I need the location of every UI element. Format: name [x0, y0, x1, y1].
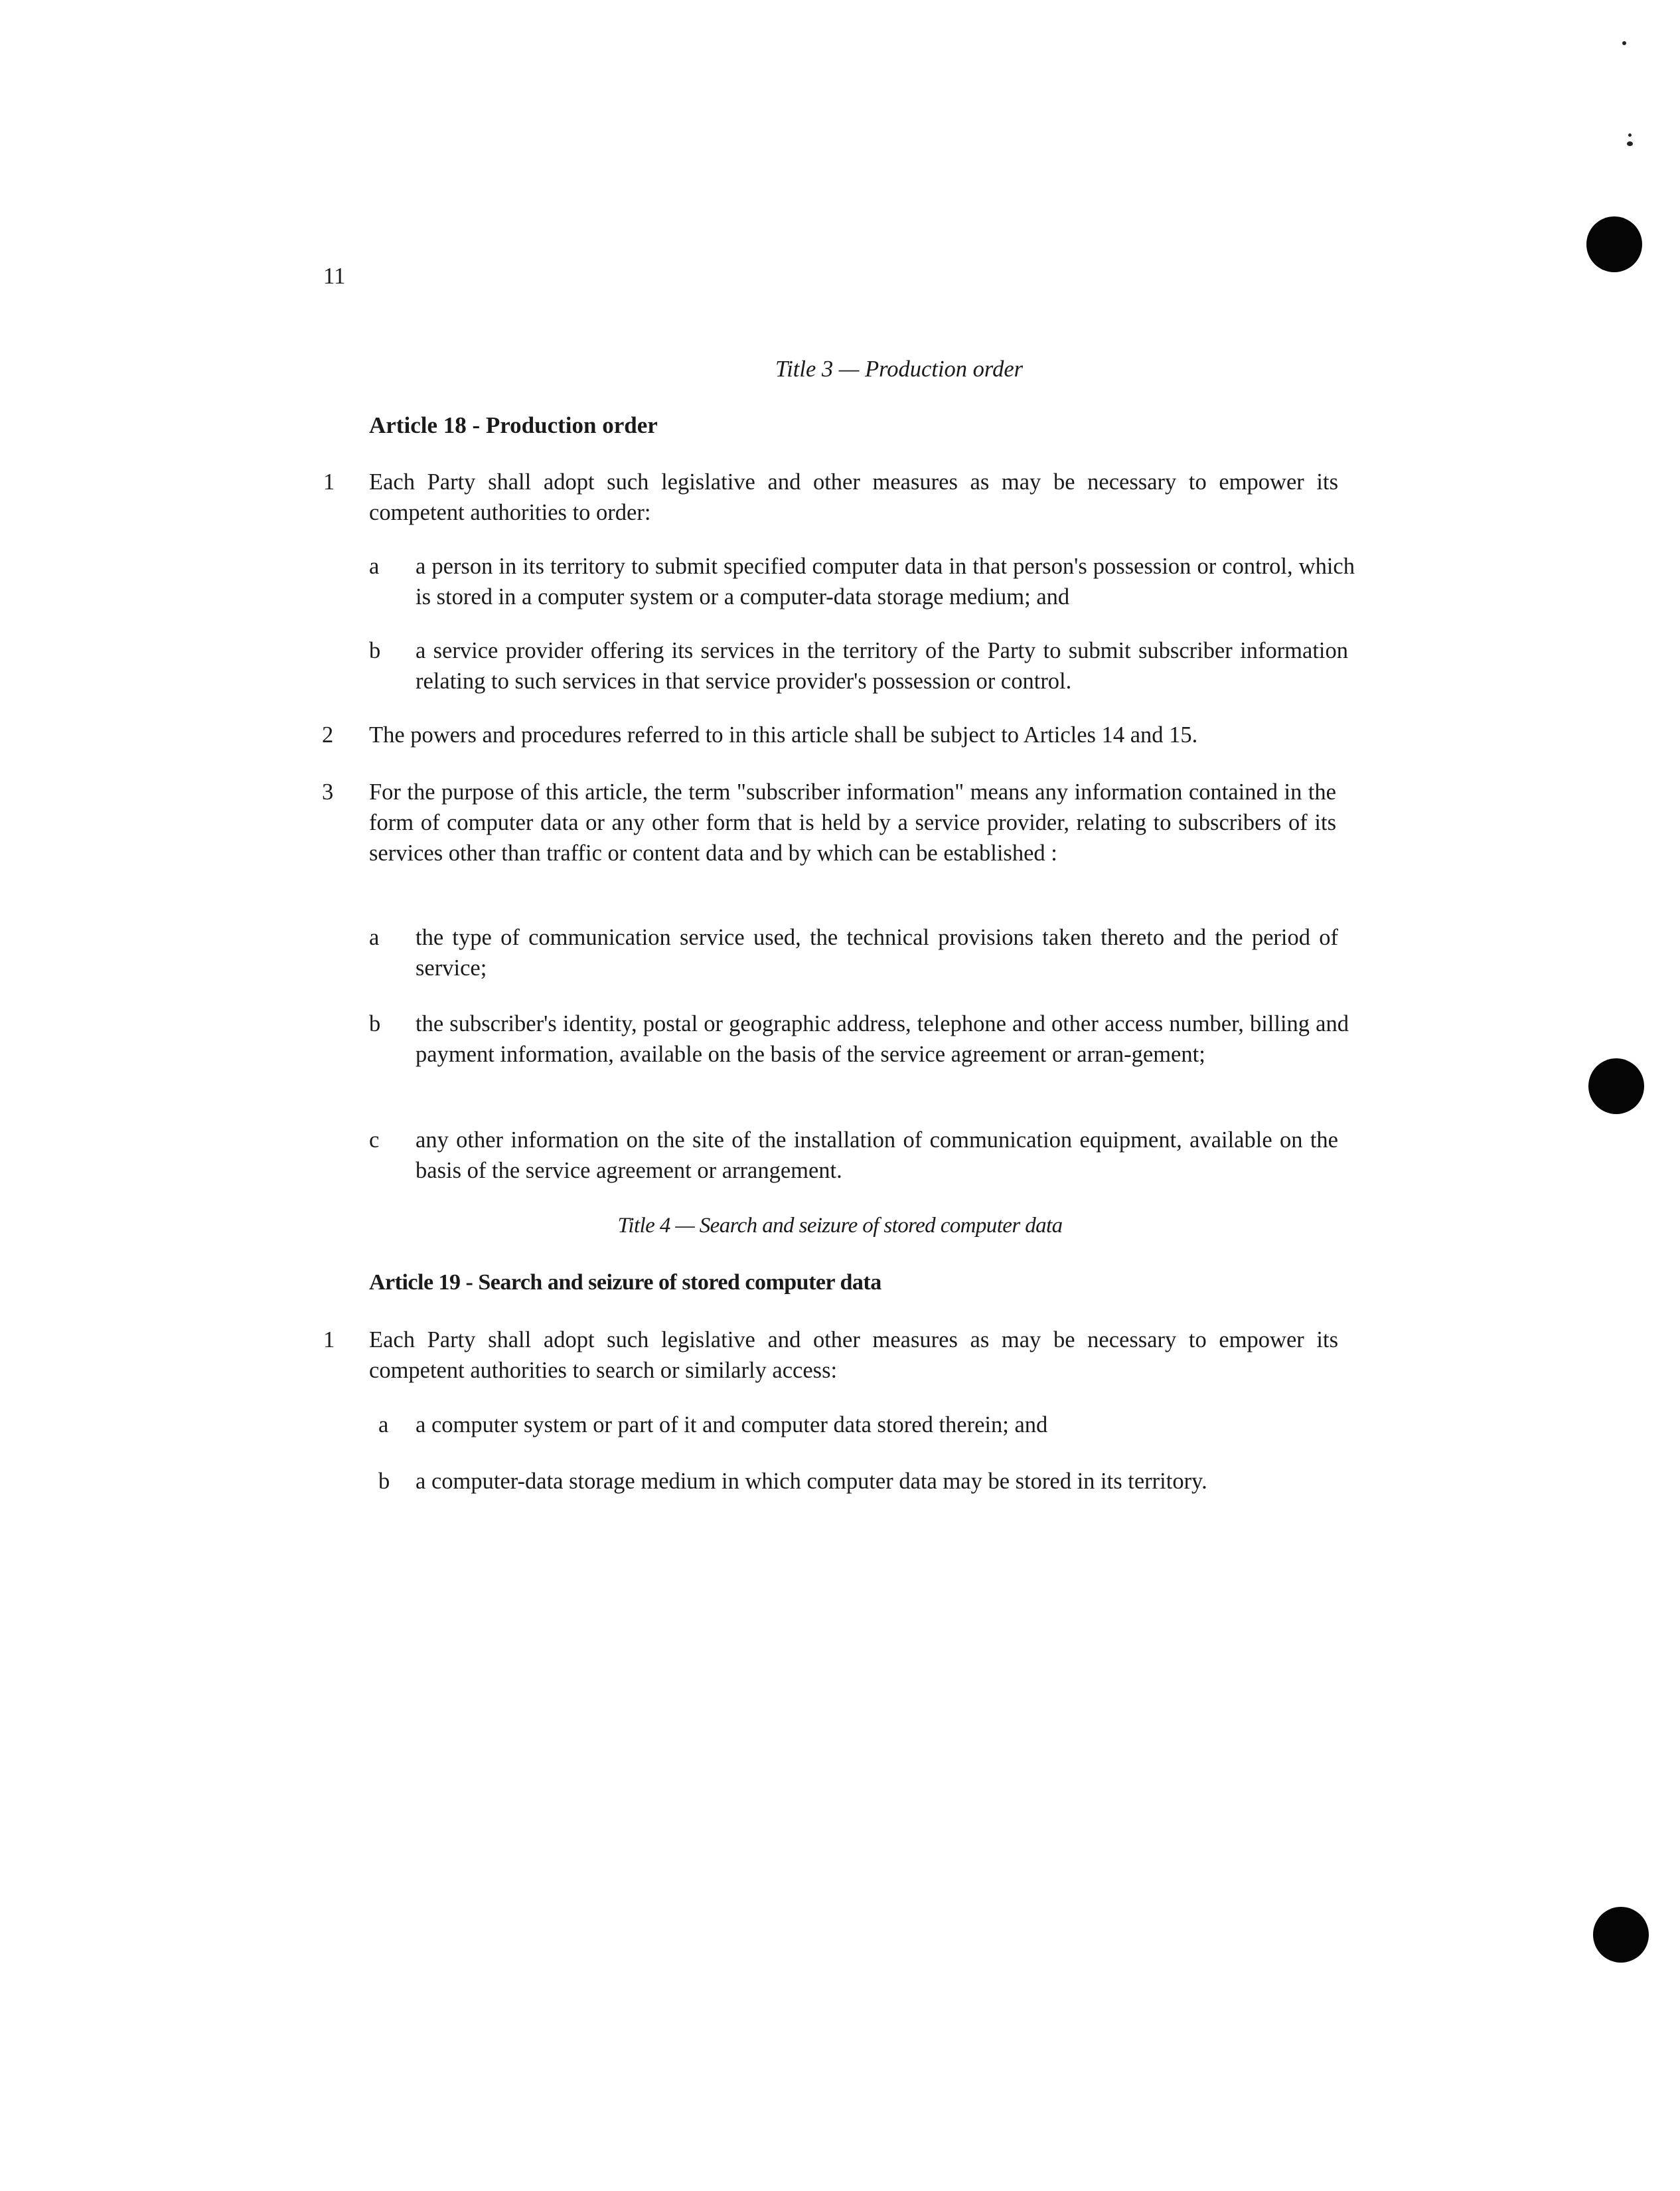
- article-18-heading: Article 18 - Production order: [369, 412, 658, 438]
- item-letter: c: [369, 1127, 380, 1153]
- scan-speck: [1622, 41, 1626, 45]
- item-text: the subscriber's identity, postal or geographic address, telephone and other access number, billing and payment information, available on the basis of the service agreement or arran-gement;: [416, 1011, 1349, 1067]
- item-text: the type of communication service used, the technical provisions taken thereto and the period of service;: [416, 925, 1338, 981]
- item-letter: b: [378, 1469, 390, 1494]
- item-text: a computer-data storage medium in which computer data may be stored in its territory.: [416, 1469, 1207, 1494]
- item-text: a person in its territory to submit specified computer data in that person's possession or control, which is stored in a computer system or a computer-data storage medium; and: [416, 554, 1355, 609]
- paragraph-text: The powers and procedures referred to in this article shall be subject to Articles 14 and 15.: [369, 722, 1198, 748]
- paragraph-number: 1: [323, 1327, 335, 1352]
- paragraph-number: 2: [322, 722, 334, 748]
- scan-speck: [1627, 141, 1633, 146]
- item-text: a service provider offering its services in the territory of the Party to submit subscriber information relating to such services in that service provider's possession or control.: [416, 638, 1348, 694]
- item-letter: a: [369, 925, 380, 950]
- item-letter: b: [369, 1011, 381, 1036]
- title-3-heading: Title 3 — Production order: [775, 357, 1024, 382]
- paragraph-text: Each Party shall adopt such legislative and other measures as may be necessary to empower its competent authorities to order:: [369, 469, 1338, 525]
- paragraph-number: 3: [322, 779, 334, 805]
- item-text: a computer system or part of it and computer data stored therein; and: [416, 1412, 1048, 1437]
- item-letter: b: [369, 638, 381, 663]
- paragraph-number: 1: [323, 469, 335, 495]
- title-4-heading: Title 4 — Search and seizure of stored computer data: [617, 1214, 1063, 1238]
- scan-speck: [1628, 133, 1632, 137]
- punch-hole-bottom: [1593, 1907, 1649, 1963]
- item-letter: a: [369, 554, 380, 579]
- page-number: 11: [323, 264, 346, 289]
- punch-hole-top: [1586, 216, 1642, 272]
- paragraph-text: Each Party shall adopt such legislative and other measures as may be necessary to empower its competent authorities to search or similarly access:: [369, 1327, 1338, 1383]
- paragraph-text: For the purpose of this article, the term "subscriber information" means any information contained in the form of computer data or any other form that is held by a service provider, relating to subscribers of its services other than traffic or content data and by which can be established :: [369, 779, 1336, 866]
- item-text: any other information on the site of the installation of communication equipment, available on the basis of the service agreement or arrangement.: [416, 1127, 1338, 1183]
- article-19-heading: Article 19 - Search and seizure of stored computer data: [369, 1270, 881, 1295]
- punch-hole-middle: [1588, 1058, 1644, 1114]
- item-letter: a: [378, 1412, 389, 1437]
